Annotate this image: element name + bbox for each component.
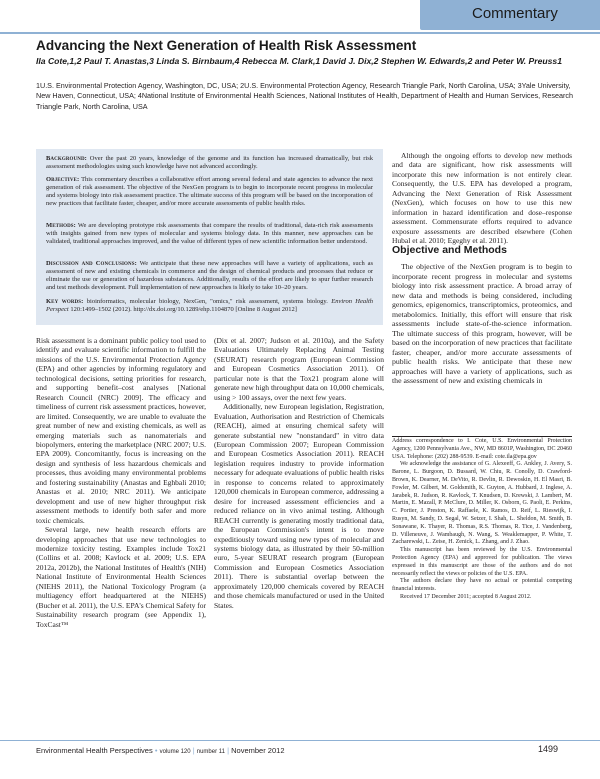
abstract-objective-text: This commentary describes a collaborative effort among several federal and state agencies to advance the next generation of risk assessment. The objective of the NexGen program is to begin to incorporate recent progress in molecular and systems biology into risk assessment practice. The ultimate success of this program will be based on the incorporation of new practices that facilitate faster, cheaper, and/or more accurate assessments of public health risks. — [46, 176, 373, 207]
header-rule — [0, 32, 600, 34]
notes-divider — [392, 436, 572, 437]
objective-text: The objective of the NexGen program is to begin to incorporate recent progress in molecular and systems biology into risk assessment practice. A broad array of new data and methods is being considered, including genomics, epigenomics, transcriptomics, proteomics, and metabolomics. Initially, this effort will ensure that risk assessments include state-of-the-science information. The ultimate success of this program, however, will be based on the incorporation of new practices that facilitate faster, cheaper, and/or more accurate assessments of public health risks. We anticipate that these new approaches will have a variety of applications, such as the assessment of new and existing chemicals in — [392, 262, 572, 385]
col2-paragraph-2: Additionally, new European legislation, Registration, Evaluation, Authorisation and Restriction of Chemicals (REACH), aimed at ensuring chemical safety will generate substantial new "nonstandard" in vitro data (European Commission 2007; European Commission and European Cosmetics Association 2011). REACH legislation requires industry to provide information necessary for adequate evaluations of public health risks in response to concerns related to approximately 120,000 chemicals in European commerce, addressing a desire for increased assessment efficiencies and a reduced reliance on in vivo animal testing. Although REACH currently is generating mostly traditional data, the European Commission's intent is to move expeditiously toward using new types of molecular and systems biology data, as illustrated by their 50-million euro, 5-year SEURAT research program (European Commission and European Cosmetics Association 2011). There is substantial overlap between the approximately 120,000 chemicals covered by REACH and those chemicals manufactured or used in the United States. — [214, 402, 384, 610]
col1-paragraph-1: Risk assessment is a dominant public policy tool used to identify and evaluate scientific information to fulfill the missions of the U.S. Environmental Protection Agency (EPA) and other agencies by informing regulatory and technological decisions, setting priorities for research, and supporting benefit–cost analyses [National Research Council (NRC) 2009]. The efficacy and timeliness of current risk assessment practices, however, are limited. Consequently, we are unable to evaluate the great number of new and existing chemicals, as well as emerging materials such as nanomaterials and biopolymers, entering the marketplace (NRC 2007; U.S. EPA 2009). Concomitantly, focus is increasing on the design and synthesis of less hazardous chemicals and processes, thus avoiding many environmental problems and fostering sustainability (Anastas and Eghbali 2010; Anastas et al. 2010; NRC 2011). We anticipate development and use of new higher throughput risk assessment methods to identify both safer and more toxic chemicals. — [36, 336, 206, 525]
column-2 — [214, 336, 384, 610]
disclaimer-note: This manuscript has been reviewed by the U.S. Environmental Protection Agency (EPA) and approved for publication. The views expressed in this manuscript are those of the authors and do not necessarily reflect the views or policies of the U.S. EPA. — [392, 547, 572, 577]
abstract-methods — [46, 222, 373, 246]
page-number: 1499 — [538, 744, 559, 754]
footer-number: number 11 — [196, 749, 225, 755]
objective-paragraph — [392, 262, 572, 386]
footer-journal: Environmental Health Perspectives — [36, 746, 153, 755]
affiliations: 1U.S. Environmental Protection Agency, Washington, DC, USA; 2U.S. Environmental Protection Agency, Research Triangle Park, North Carolina, USA; 3Yale University, New Haven, Connecticut, USA; 4National Institute of Environmental Health Sciences, National Institutes of Health, Department of Health and Human Services, Research Triangle Park, North Carolina, USA — [36, 81, 573, 111]
acknowledgment-note: We acknowledge the assistance of G. Alexeeff, G. Ankley, J. Avery, S. Barone, L. Burgoon, D. Bussard, W. Chiu, R. Conolly, D. Crawford-Brown, K. Dearner, M. DeVito, R. Devlin, R. Dewoskin, H. El Masri, B. Fowler, M. Gilbert, M. Goldsmith, K. Guyton, A. Hubbard, J. Inglese, A. Jarabek, R. Judson, R. Kavlock, T. Knudsen, D. Krewski, J. Lambert, M. Martin, E. Mazall, P. McClure, D. Miller, K. Osborn, G. Paoli, E. Perkins, C. Portier, J. Preston, K. Raffaele, K. Ramos, D. Reif, L. Rieswijk, I. Rusyn, M. Sandy, D. Segal, W. Setzer, I. Shah, L. Sheldon, M. Smith, B. Sonawane, K. Thayer, R. Thomas, R.S. Thomas, R. Tice, J. Vandenberg, D. Villeneuve, J. Wambaugh, N. Wang, S. Weaklemapper, P. White, T. Zacharewski, L. Zeise, H. Zenick, L. Zhang, and J. Zhao. — [392, 461, 572, 546]
abstract-discussion — [46, 260, 373, 292]
abstract-keywords-text: bioinformatics, molecular biology, NexGen, "omics," risk assessment, systems biology. — [86, 298, 328, 305]
abstract-keywords-label: Key words: — [46, 298, 84, 305]
footer-volume: volume 120 — [159, 749, 191, 755]
abstract-methods-label: Methods: — [46, 222, 76, 229]
citation-text: 120:1499–1502 (2012). http://dx.doi.org/10.1289/ehp.1104870 [Online 8 August 2012] — [70, 305, 297, 313]
article-notes — [392, 438, 572, 602]
section-label: Commentary — [472, 5, 558, 22]
page-footer: Environmental Health Perspectives • volume 120 | number 11 | November 2012 — [36, 746, 285, 755]
footer-rule — [0, 740, 600, 741]
right-intro-paragraph — [392, 151, 572, 246]
abstract-keywords — [46, 298, 373, 314]
author-list: Ila Cote,1,2 Paul T. Anastas,3 Linda S. Birnbaum,4 Rebecca M. Clark,1 David J. Dix,2 Stephen W. Edwards,2 and Peter W. Preuss1 — [36, 56, 562, 66]
abstract-methods-text: We are developing prototype risk assessments that compare the results of traditional, data-rich risk assessments with insights gained from new types of molecular and systems biology data. In this manner, new approaches can be validated, traditional approaches improved, and the value of different types of new scientific information better understood. — [46, 222, 373, 245]
right-intro-text: Although the ongoing efforts to develop new methods and data are significant, how risk assessments will incorporate this new information is not entirely clear. Consequently, the U.S. EPA has developed a program, Advancing the Next Generation of Risk Assessment (NexGen), which focuses on how to use this new information in hazard identification and dose–response assessment. Commensurate efforts required to advance exposure assessments are described elsewhere (Cohen Hubal et al. 2010; Egeghy et al. 2011). — [392, 151, 572, 246]
abstract-discussion-label: Discussion and Conclusions: — [46, 260, 137, 267]
abstract-discussion-text: We anticipate that these new approaches will have a variety of applications, such as assessment of new and existing chemicals in commerce and the design of chemical products and processes that reduce or eliminate the use or generation of hazardous substances. Additionally, results of the effort are likely to spur further research and test methods development. Full implementation of new approaches is likely to take 10–20 years. — [46, 260, 373, 291]
col1-paragraph-2: Several large, new health research efforts are developing approaches that use new technologies to modernize toxicity testing. Examples include Tox21 (Collins et al. 2008; Kavlock et al. 2009; U.S. EPA 2012a, 2012b), the National Institutes of Health's (NIH) National Institute of Environmental Health Sciences (NIEHS 2011), the National Toxicology Program (a multiagency effort headquartered at the NIEHS) (Bucher et al. 2011), the U.S. EPA's Chemical Safety for Sustainability research program (see Appendix 1), ToxCast™ — [36, 525, 206, 629]
abstract-background-text: Over the past 20 years, knowledge of the genome and its function has increased dramatically, but risk assessment methodologies using such knowledge have not advanced accordingly. — [46, 155, 373, 170]
abstract-objective — [46, 176, 373, 208]
citation-journal: Environ Health Perspect — [46, 298, 373, 313]
correspondence-note: Address correspondence to I. Cote, U.S. Environmental Protection Agency, 1200 Pennsylvania Ave., NW, MD 8601P, Washington, DC 20460 USA. Telephone: (202) 288-9539. E-mail: cote.ila@epa.gov — [392, 438, 572, 460]
abstract-background — [46, 155, 373, 171]
abstract-objective-label: Objective: — [46, 176, 80, 183]
competing-interests-note: The authors declare they have no actual or potential competing financial interests. — [392, 578, 572, 593]
column-1 — [36, 336, 206, 629]
footer-date: November 2012 — [231, 746, 285, 755]
col2-paragraph-1: (Dix et al. 2007; Judson et al. 2010a), and the Safety Evaluations Ultimately Replacing Animal Testing (SEURAT) research program (European Commission and European Cosmetics Association 2011). Of particular note is that the Tox21 program alone will generate new high throughput data on 10,000 chemicals, using > 100 assays, over the next few years. — [214, 336, 384, 402]
abstract-background-label: Background: — [46, 155, 87, 162]
section-tab — [420, 0, 600, 30]
dates-note: Received 17 December 2011; accepted 8 August 2012. — [400, 593, 532, 600]
article-title: Advancing the Next Generation of Health Risk Assessment — [36, 38, 417, 53]
objective-heading: Objective and Methods — [392, 244, 507, 256]
